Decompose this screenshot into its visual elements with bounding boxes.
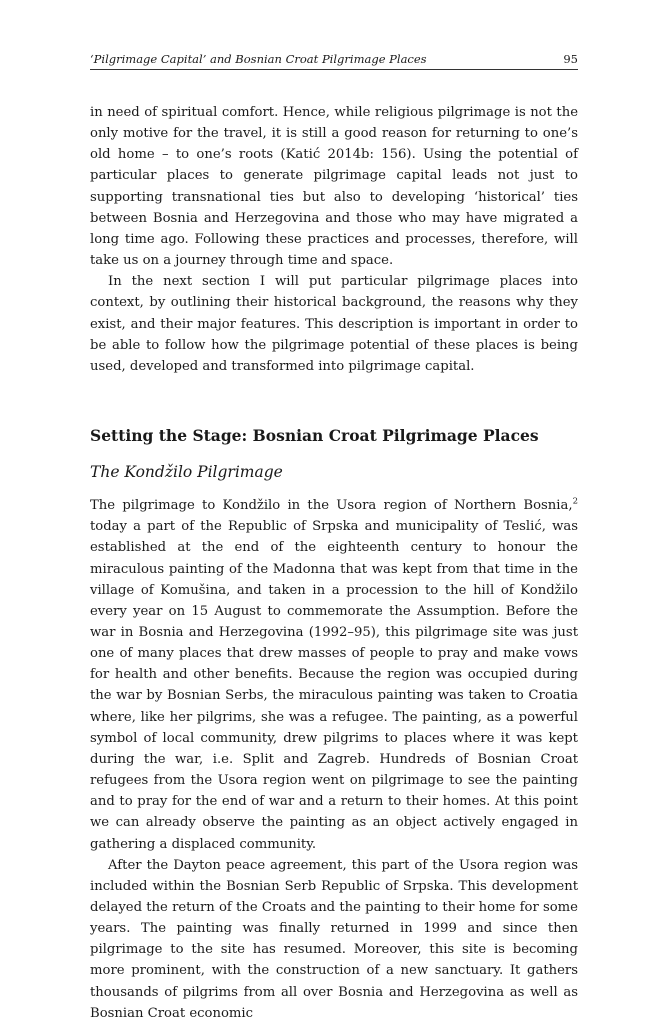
main-text (90, 102, 578, 1024)
paragraph-dayton: After the Dayton peace agreement, this part of the Usora region was included within the Bosnian Serb Republic of Srpska. This development delayed the return of the Croats and the painting to their home for some years. The painting was finally returned in 1999 and since then pilgrimage to the site has resumed. Moreover, this site is becoming more prominent, with the construction of a new sanctuary. It gathers thousands of pilgrims from all over Bosnia and Herzegovina as well as Bosnian Croat economic (90, 857, 578, 1021)
footnote-marker[interactable]: 2 (572, 496, 578, 507)
header-rule (90, 69, 578, 70)
running-head-title: ‘Pilgrimage Capital’ and Bosnian Croat Pilgrimage Places (90, 52, 427, 66)
running-head (90, 52, 578, 66)
section-heading: Setting the Stage: Bosnian Croat Pilgrimage Places (90, 426, 539, 446)
paragraph-kondzilo-rest: today a part of the Republic of Srpska and municipality of Teslić, was established at the end of the eighteenth century to honour the miraculous painting of the Madonna that was kept from that time in the village of Komušina, and taken in a procession to the hill of Kondžilo every year on 15 August to commemorate the Assumption. Before the war in Bosnia and Herzegovina (1992–95), this pilgrimage site was just one of many places that drew masses of people to pray and make vows for health and other benefits. Because the region was occupied during the war by Bosnian Serbs, the miraculous painting was taken to Croatia where, like her pilgrims, she was a refugee. The painting, as a powerful symbol of local community, drew pilgrims to places where it was kept during the war, i.e. Split and Zagreb. Hundreds of Bosnian Croat refugees from the Usora region went on pilgrimage to see the painting and to pray for the end of war and a return to their homes. At this point we can already observe the painting as an object actively engaged in gathering a displaced community. (90, 519, 578, 852)
page-number: 95 (563, 52, 578, 66)
paragraph-next-section: In the next section I will put particular pilgrimage places into context, by outlining their historical background, the reasons why they exist, and their major features. This description is important in order to be able to follow how the pilgrimage potential of these places is being used, developed and transformed into pilgrimage capital. (90, 274, 578, 374)
subsection-heading: The Kondžilo Pilgrimage (90, 463, 283, 482)
paragraph-kondzilo-start: The pilgrimage to Kondžilo in the Usora region of Northern Bosnia, (90, 498, 573, 514)
paragraph-continued: in need of spiritual comfort. Hence, while religious pilgrimage is not the only motive for the travel, it is still a good reason for returning to one’s old home – to one’s roots (Katić 2014b: 156). Using the potential of particular places to generate pilgrimage capital leads not just to supporting transnational ties but also to developing ‘historical’ ties between Bosnia and Herzegovina and those who may have migrated a long time ago. Following these practices and processes, therefore, will take us on a journey through time and space. (90, 105, 578, 269)
paragraph-kondzilo (90, 495, 578, 855)
